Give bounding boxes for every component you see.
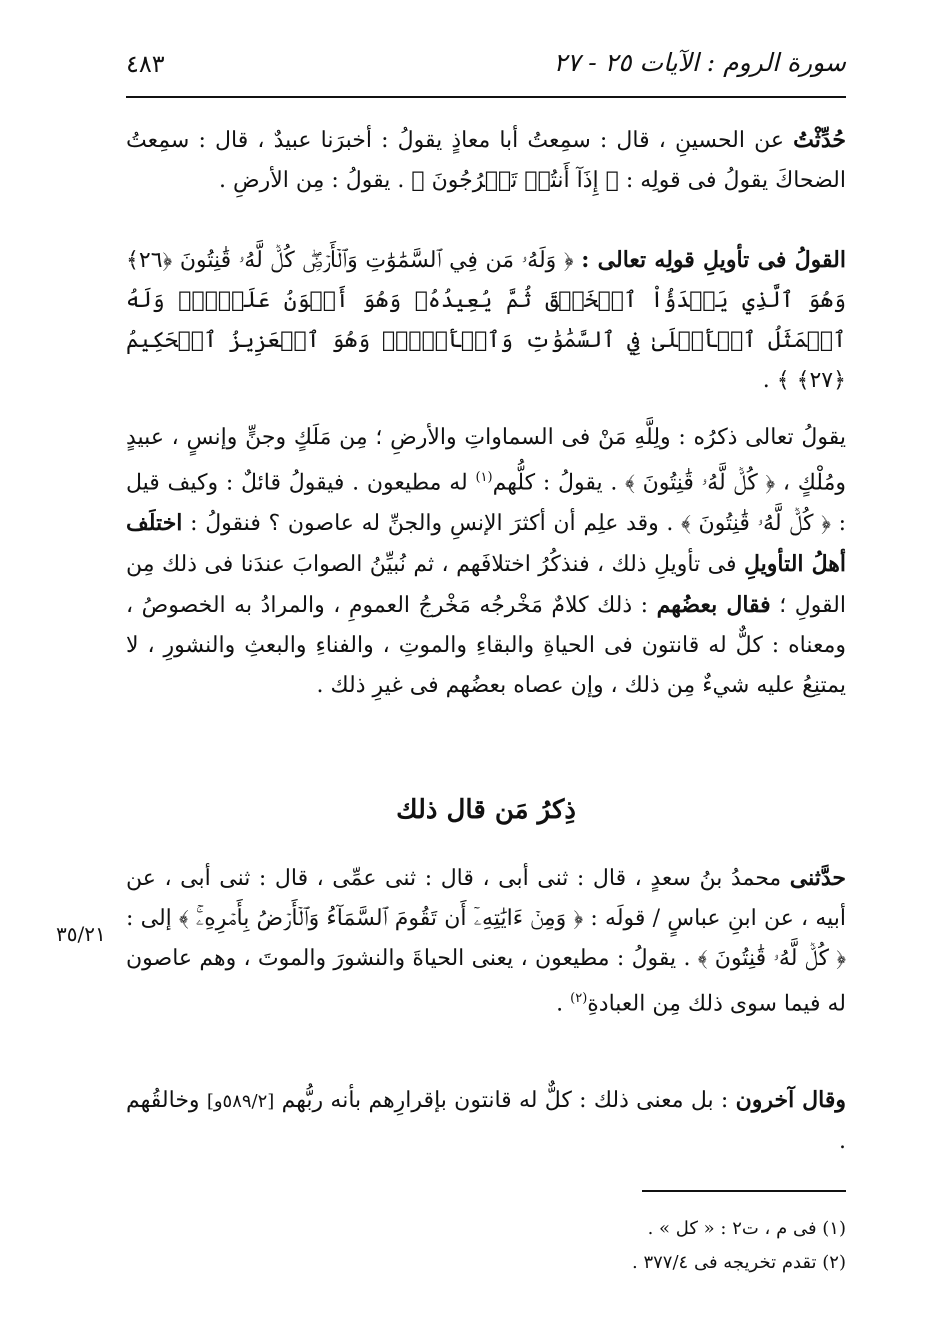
paragraph-lead: وقال آخرون xyxy=(735,1087,846,1113)
paragraph-ibn-abbas xyxy=(126,858,846,1024)
commentary-bold-b: فقال بعضُهم xyxy=(656,592,771,619)
section-heading: ذِكرُ مَن قال ذلك xyxy=(396,795,576,825)
footnote-marker-2: (٢) xyxy=(570,991,588,1006)
paragraph-text: عن الحسينِ ، قال : سمِعتُ أبا معاذٍ يقولُ : أخبرَنا عبيدٌ ، قال : سمِعتُ الضحاكَ يقولُ فى قولِه : ﴿ إِذَآ أَنتُمۡ تَخۡرُجُونَ ﴾ . يقولُ : مِن الأرضِ . xyxy=(126,128,846,193)
running-title: سورة الروم : الآيات ٢٥ - ٢٧ xyxy=(553,48,846,77)
paragraph-hadith-dahhak xyxy=(126,120,846,201)
paragraph-lead: حدَّثنى xyxy=(789,865,847,891)
paragraph-text-b: . xyxy=(556,991,571,1017)
paragraph-commentary xyxy=(126,418,846,706)
commentary-text-c: فى تأويلِ ذلك ، فنذكُرُ اختلافَهم ، ثم نُبيِّنُ الصوابَ عندَنا فى ذلك مِن القولِ ؛ xyxy=(126,552,846,619)
footnote-2: (٢) تقدم تخريجه فى ٣٧٧/٤ . xyxy=(632,1252,846,1273)
commentary-bold-a: اختلَف أهلُ التأويلِ xyxy=(126,510,846,578)
paragraph-lead: القولُ فى تأويلِ قولِه تعالى : xyxy=(581,247,846,273)
paragraph-text-a: محمدُ بنُ سعدٍ ، قال : ثنى أبى ، قال : ثنى عمِّى ، قال : ثنى أبى ، عن أبيه ، عن ابنِ عباسٍ / قولَه : ﴿ وَمِنۡ ءَايَٰتِهِۦٓ أَن تَقُومَ ٱلسَّمَآءُ وَٱلۡأَرۡضُ بِأَمۡرِهِۦۚ ﴾ إلى : ﴿ كُلّٞ لَّهُۥ قَٰنِتُونَ ﴾ . يقولُ : مطيعون ، يعنى الحياةَ والنشورَ والموتَ ، وهم عاصون له فيما سوى ذلك مِن العبادةِ xyxy=(126,866,846,1017)
footnote-divider xyxy=(642,1190,846,1192)
paragraph-lead: حُدِّثْتُ xyxy=(793,127,846,153)
page-header xyxy=(126,40,846,98)
paragraph-verse-quote xyxy=(126,240,846,401)
commentary-text-d: : ذلك كلامٌ مَخْرجُه مَخْرجُ العمومِ ، والمرادُ به الخصوصُ ، ومعناه : كلٌّ له قانتون فى الحياةِ والبقاءِ والموتِ ، والفناءِ والبعثِ والنشورِ ، لا يمتنِعُ عليه شيءٌ مِن ذلك ، وإن عصاه بعضُهم فى غيرِ ذلك . xyxy=(126,593,846,699)
paragraph-text-a: : بل معنى ذلك : كلٌّ له قانتون بإقرارِهم بأنه ربُّهم xyxy=(274,1088,736,1113)
quran-verse-text: ﴿ وَلَهُۥ مَن فِي ٱلسَّمَٰوَٰتِ وَٱلۡأَرۡضِۖ كُلّٞ لَّهُۥ قَٰنِتُونَ ﴿٢٦﴾ وَهُوَ ٱلَّذِي يَبۡدَؤُاْ ٱلۡخَلۡقَ ثُمَّ يُعِيدُهُۥ وَهُوَ أَهۡوَنُ عَلَيۡهِۚ وَلَهُ ٱلۡمَثَلُ ٱلۡأَعۡلَىٰ فِي ٱلسَّمَٰوَٰتِ وَٱلۡأَرۡضِۚ وَهُوَ ٱلۡعَزِيزُ ٱلۡحَكِيمُ ﴿٢٧﴾ ﴾ . xyxy=(126,248,846,393)
paragraph-others xyxy=(126,1080,846,1162)
footnotes xyxy=(126,1212,846,1280)
paragraph-text-b: وخالقُهم . xyxy=(126,1088,846,1154)
footnote-marker-1: (١) xyxy=(475,470,493,485)
margin-reference: ٣٥/٢١ xyxy=(56,922,106,946)
page-number: ٤٨٣ xyxy=(126,50,165,78)
footnote-1: (١) فى م ، ت٢ : « كل » . xyxy=(647,1218,846,1239)
commentary-text-a: يقولُ تعالى ذكرُه : ولِلَّهِ مَنْ فى السماواتِ والأرضِ ؛ مِن مَلَكٍ وجنٍّ وإنسٍ ، عبيدٍ ومُلْكٍ ، ﴿ كُلّٞ لَّهُۥ قَٰنِتُونَ ﴾ . يقولُ : كلُّهم xyxy=(126,425,847,496)
manuscript-reference: [٥٨٩/٢و] xyxy=(206,1091,275,1112)
commentary-text-b: له مطيعون . فيقولُ قائلٌ : وكيف قيل : ﴿ كُلّٞ لَّهُۥ قَٰنِتُونَ ﴾ . وقد علِم أن أكثرَ الإنسِ والجنِّ له عاصون ؟ فنقولُ : xyxy=(126,470,846,537)
